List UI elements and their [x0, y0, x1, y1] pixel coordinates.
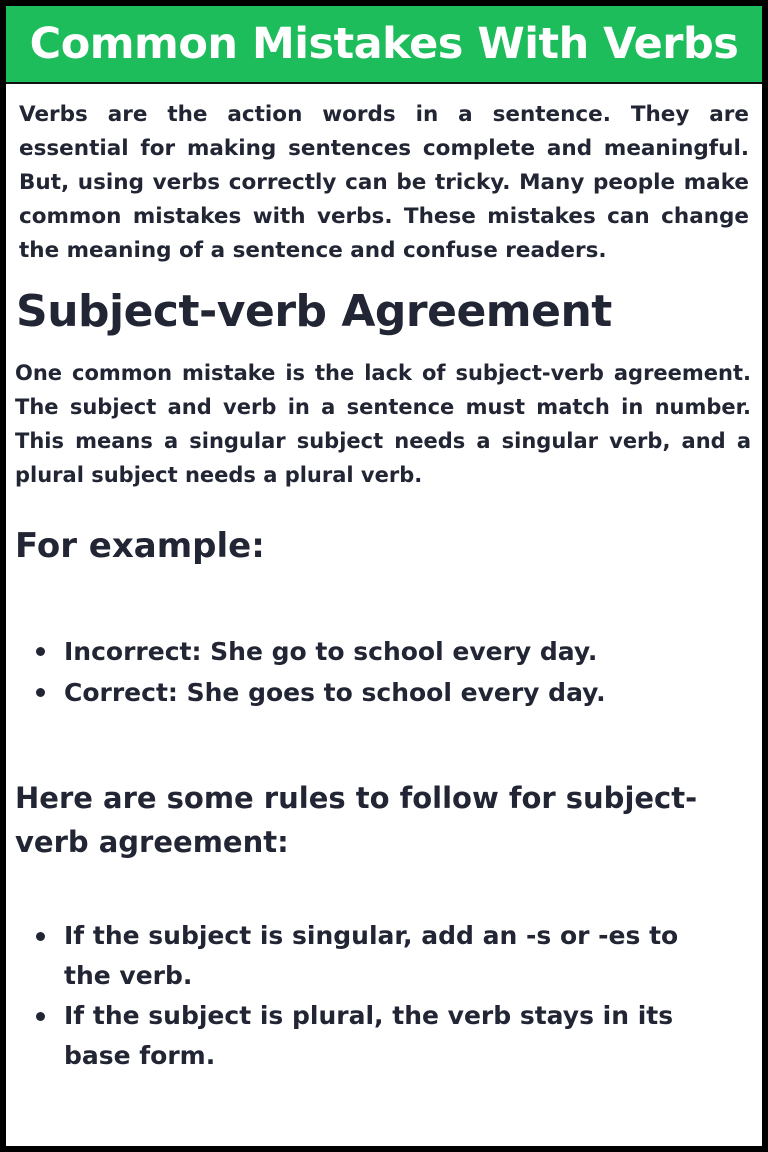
list-item: [6, 672, 746, 713]
list-item: [6, 631, 746, 672]
section-heading: Subject-verb Agreement: [16, 286, 612, 337]
example-heading: For example:: [15, 526, 265, 566]
document-page: [6, 6, 762, 1146]
bullet-icon: [36, 688, 45, 697]
rules-heading: Here are some rules to follow for subject-verb agreement:: [15, 781, 698, 859]
rule-singular: If the subject is singular, add an -s or -es to the verb.: [64, 921, 679, 990]
rule-plural: If the subject is plural, the verb stays in its base form.: [64, 1001, 674, 1070]
list-item: [6, 996, 726, 1076]
list-item: [6, 916, 726, 996]
bullet-icon: [36, 932, 45, 941]
bullet-icon: [36, 647, 45, 656]
section-paragraph: One common mistake is the lack of subject-verb agreement. The subject and verb in a sentence must match in number. This means a singular subject needs a singular verb, and a plural subject needs a plural verb.: [15, 361, 751, 487]
bullet-icon: [36, 1012, 45, 1021]
title-banner: [6, 6, 762, 84]
example-incorrect: Incorrect: She go to school every day.: [64, 637, 598, 666]
page-title: Common Mistakes With Verbs: [29, 19, 739, 69]
rules-list: [6, 916, 726, 1076]
example-correct: Correct: She goes to school every day.: [64, 678, 606, 707]
intro-paragraph: Verbs are the action words in a sentence. They are essential for making sentences complete and meaningful. But, using verbs correctly can be tricky. Many people make common mistakes with verbs. These mistakes can change the meaning of a sentence and confuse readers.: [19, 102, 749, 263]
example-list: [6, 631, 746, 713]
